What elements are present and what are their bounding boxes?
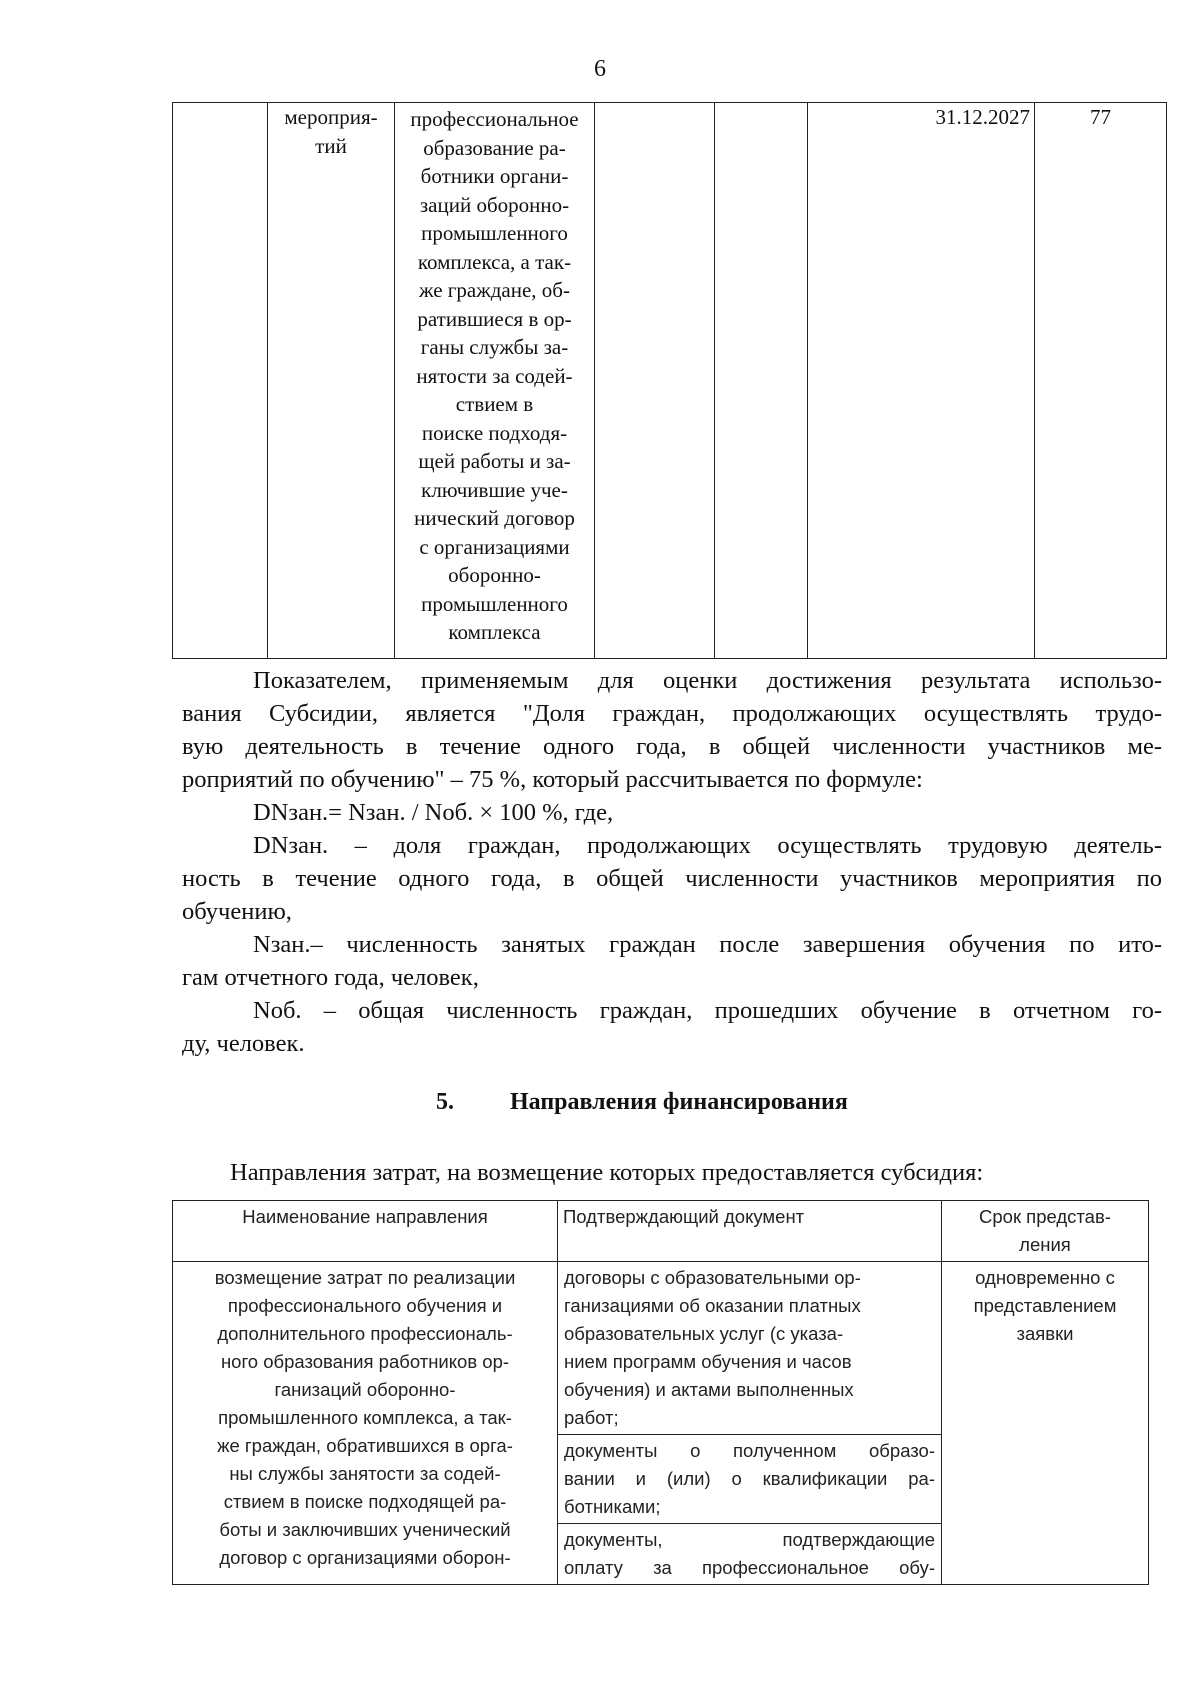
- participant-profile-cell: [395, 103, 595, 659]
- text-line: ботники органи-: [420, 164, 569, 188]
- text-line: заций оборонно-: [419, 192, 570, 217]
- document-item: [558, 1262, 941, 1435]
- text-line: роприятий по обучению" – 75 %, который рассчитывается по формуле:: [182, 766, 923, 793]
- text-line: ботниками;: [564, 1496, 661, 1517]
- text-line: же граждане, об-: [419, 278, 570, 302]
- text-line: нический договор: [414, 506, 575, 530]
- indicator-paragraph: [182, 664, 1162, 796]
- text-line: ганизаций оборонно-: [274, 1379, 456, 1400]
- formula: [182, 796, 1162, 829]
- table-row: [173, 1262, 1149, 1585]
- header-label: ления: [1019, 1234, 1071, 1255]
- header-document: [558, 1201, 942, 1262]
- document-item: [558, 1435, 941, 1524]
- text-line: ганы службы за-: [420, 335, 569, 359]
- text-line: комплекса: [448, 620, 541, 644]
- text-line: образовательных услуг (с указа-: [564, 1323, 844, 1344]
- text-line: дополнительного профессиональ-: [217, 1323, 513, 1344]
- deadline-cell: [942, 1262, 1149, 1585]
- text-line: возмещение затрат по реализации: [214, 1267, 516, 1288]
- text-line: обучению,: [182, 898, 292, 925]
- text-line: договор с организациями оборон-: [219, 1547, 511, 1568]
- text-line: документы, подтверждающие: [564, 1529, 935, 1550]
- direction-cell: [173, 1262, 558, 1585]
- text-line: DNзан. – доля граждан, продолжающих осуществлять трудовую деятель-: [253, 832, 1162, 859]
- text-line: оплату за профессиональное обу-: [564, 1557, 935, 1578]
- dn-definition: [182, 829, 1162, 928]
- document-cell: [558, 1262, 942, 1585]
- text-line: вания Субсидии, является "Доля граждан, продолжающих осуществлять трудо-: [182, 700, 1162, 727]
- section-title: Направления финансирования: [510, 1089, 848, 1115]
- event-word-cell: [268, 103, 395, 659]
- header-direction: [173, 1201, 558, 1262]
- text-line: ность в течение одного года, в общей численности участников мероприятия по: [182, 865, 1162, 892]
- text-line: ного образования работников ор-: [220, 1351, 510, 1372]
- indicator-value: 77: [1090, 105, 1111, 129]
- text-line: промышленного: [421, 591, 568, 616]
- text-line: ганизациями об оказании платных: [564, 1295, 861, 1316]
- text-line: щей работы и за-: [418, 449, 571, 473]
- text-line: ствием в поиске подходящей ра-: [223, 1491, 507, 1512]
- text-line: вании и (или) о квалификации ра-: [564, 1468, 935, 1489]
- text-line: заявки: [1016, 1323, 1074, 1344]
- text-line: договоры с образовательными ор-: [564, 1267, 861, 1288]
- page-number: 6: [594, 56, 606, 82]
- text-line: оборонно-: [448, 563, 541, 587]
- text-line: профессиональное: [410, 107, 579, 131]
- table-row: [173, 103, 1167, 659]
- text-line: нятости за содей-: [416, 363, 573, 388]
- text-line: тий: [315, 133, 347, 158]
- indicator-table-continuation: [172, 102, 1167, 659]
- document-item: [558, 1524, 941, 1584]
- text-line: боты и заключивших ученический: [219, 1519, 511, 1540]
- text-line: промышленного: [421, 221, 568, 245]
- text-line: ратившиеся в ор-: [417, 306, 572, 331]
- header-label: Подтверждающий документ: [563, 1206, 805, 1227]
- text-line: ключившие уче-: [421, 477, 568, 502]
- deadline-date: 31.12.2027: [935, 105, 1030, 129]
- empty-cell: [173, 103, 268, 659]
- header-label: Срок представ-: [979, 1206, 1111, 1227]
- text-line: гам отчетного года, человек,: [182, 964, 479, 991]
- text-line: Nзан.– численность занятых граждан после завершения обучения по ито-: [253, 931, 1162, 958]
- text-line: ны службы занятости за содей-: [229, 1463, 501, 1484]
- text-line: комплекса, а так-: [417, 249, 572, 274]
- text-line: работ;: [564, 1407, 619, 1428]
- formula-text: DNзан.= Nзан. / Nоб. × 100 %, где,: [253, 799, 614, 826]
- n-trained-definition: [182, 994, 1162, 1060]
- text-line: Показателем, применяемым для оценки достижения результата использо-: [253, 667, 1162, 694]
- value-cell: [1035, 103, 1167, 659]
- empty-cell: [715, 103, 808, 659]
- empty-cell: [595, 103, 715, 659]
- text-line: ствием в: [455, 392, 534, 416]
- table-header-row: [173, 1201, 1149, 1262]
- text-line: вую деятельность в течение одного года, в общей численности участников ме-: [182, 733, 1162, 760]
- text-line: образование ра-: [423, 135, 566, 160]
- text-line: одновременно с: [975, 1267, 1115, 1288]
- text-line: поиске подходя-: [421, 420, 568, 445]
- n-employed-definition: [182, 928, 1162, 994]
- header-label: Наименование направления: [242, 1206, 488, 1227]
- text-line: нием программ обучения и часов: [564, 1351, 852, 1372]
- cost-directions-table: [172, 1200, 1149, 1585]
- date-cell: [808, 103, 1035, 659]
- header-deadline: [942, 1201, 1149, 1262]
- text-line: с организациями: [419, 534, 570, 559]
- text-line: обучения) и актами выполненных: [564, 1379, 854, 1400]
- text-line: же граждан, обратившихся в орга-: [217, 1435, 513, 1456]
- text-line: мероприя-: [284, 105, 378, 129]
- text-line: представлением: [973, 1295, 1117, 1316]
- text-line: ду, человек.: [182, 1030, 305, 1057]
- section-number: 5.: [436, 1089, 454, 1115]
- text-line: промышленного комплекса, а так-: [218, 1407, 512, 1428]
- table-caption: Направления затрат, на возмещение которых предоставляется субсидия:: [230, 1159, 984, 1186]
- text-line: профессионального обучения и: [227, 1295, 503, 1316]
- text-line: документы о полученном образо-: [564, 1440, 935, 1461]
- text-line: Nоб. – общая численность граждан, прошедших обучение в отчетном го-: [253, 997, 1162, 1024]
